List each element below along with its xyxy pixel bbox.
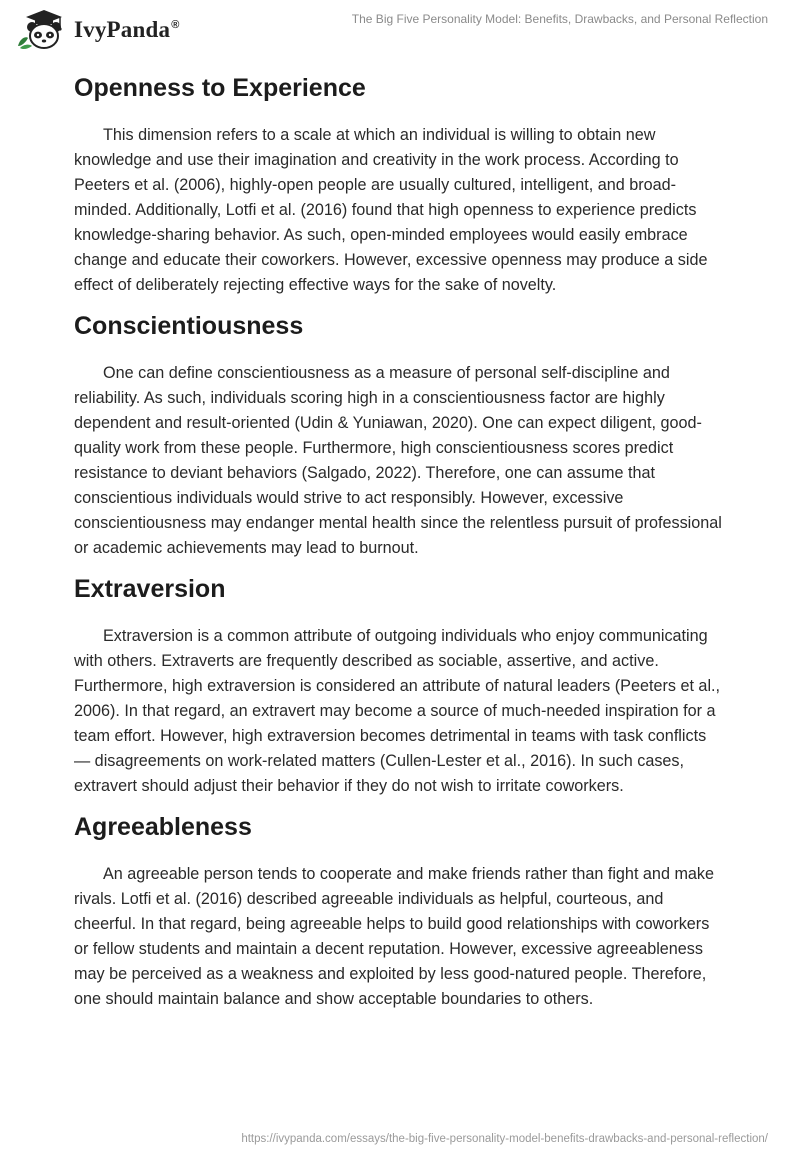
ivypanda-logo[interactable] xyxy=(14,8,180,52)
section-heading: Openness to Experience xyxy=(74,74,366,102)
section-conscientiousness xyxy=(74,308,724,561)
section-openness xyxy=(74,70,724,298)
section-extraversion xyxy=(74,571,724,799)
source-url-link[interactable]: https://ivypanda.com/essays/the-big-five-personality-model-benefits-drawbacks-and-personal-reflection/ xyxy=(241,1133,768,1145)
section-paragraph: Extraversion is a common attribute of outgoing individuals who enjoy communicating with others. Extraverts are frequently described as sociable, assertive, and active. Furthermore, high extraversion is considered an attribute of natural leaders (Peeters et al., 2006). In that regard, an extravert may become a source of much-needed inspiration for a team effort. However, high extraversion becomes detrimental in teams with task conflicts — disagreements on work-related matters (Cullen-Lester et al., 2016). In such cases, extravert should adjust their behavior if they do not wish to irritate coworkers. xyxy=(74,627,721,795)
section-paragraph: One can define conscientiousness as a measure of personal self-discipline and reliability. As such, individuals scoring high in a conscientiousness factor are highly dependent and result-oriented (Udin & Yuniawan, 2020). One can expect diligent, good-quality work from these people. Furthermore, high conscientiousness scores predict resistance to deviant behaviors (Salgado, 2022). Therefore, one can assume that conscientious individuals would strive to act responsibly. However, excessive conscientiousness may endanger mental health since the relentless pursuit of professional or academic achievements may lead to burnout. xyxy=(74,364,722,557)
page-header xyxy=(0,0,800,60)
document-title: The Big Five Personality Model: Benefits, Drawbacks, and Personal Reflection xyxy=(351,12,768,26)
registered-mark: ® xyxy=(171,19,180,32)
logo-wordmark: IvyPanda® xyxy=(74,17,180,42)
section-heading: Agreeableness xyxy=(74,813,252,841)
section-heading: Conscientiousness xyxy=(74,312,304,340)
panda-graduate-icon xyxy=(14,8,70,52)
section-heading: Extraversion xyxy=(74,575,226,603)
section-paragraph: This dimension refers to a scale at which an individual is willing to obtain new knowledge and use their imagination and creativity in the work process. According to Peeters et al. (2006), highly-open people are usually cultured, intelligent, and broad-minded. Additionally, Lotfi et al. (2016) found that high openness to experience predicts knowledge-sharing behavior. As such, open-minded employees would easily embrace change and educate their coworkers. However, excessive openness may produce a side effect of deliberately rejecting effective ways for the sake of novelty. xyxy=(74,126,708,294)
essay-content xyxy=(74,70,724,1022)
section-agreeableness xyxy=(74,809,724,1012)
section-paragraph: An agreeable person tends to cooperate and make friends rather than fight and make rivals. Lotfi et al. (2016) described agreeable individuals as helpful, courteous, and cheerful. In that regard, being agreeable helps to build good relationships with coworkers or fellow students and maintain a decent reputation. However, excessive agreeableness may be perceived as a weakness and exploited by less good-natured people. Therefore, one should maintain balance and show acceptable boundaries to others. xyxy=(74,865,715,1008)
